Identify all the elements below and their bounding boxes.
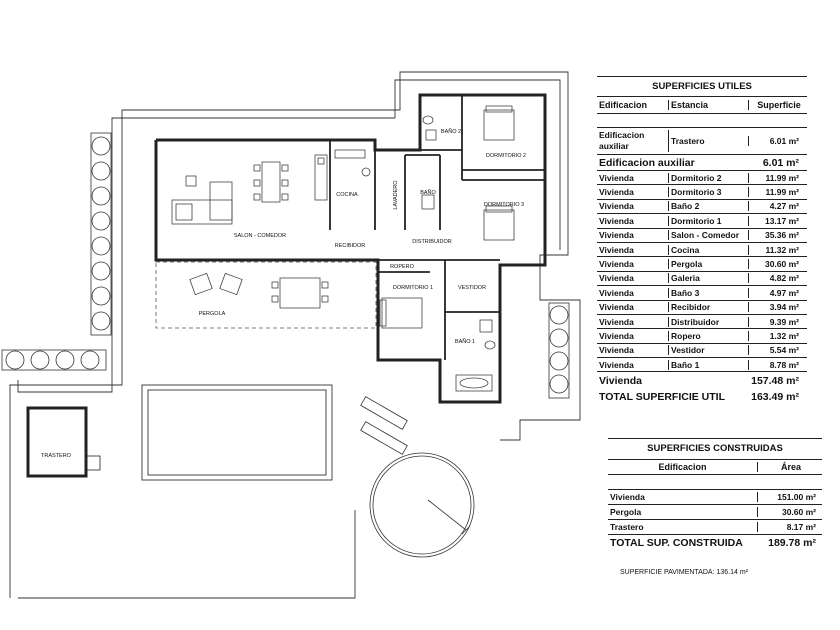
table-row (597, 200, 807, 214)
utiles-title: SUPERFICIES UTILES (597, 76, 807, 97)
cell-estancia: Dormitorio 2 (669, 173, 749, 183)
vivienda-total-label: Vivienda (599, 374, 642, 387)
cell-superficie: 4.27 m² (769, 201, 799, 212)
table-row (597, 329, 807, 343)
vivienda-total-row (597, 372, 807, 389)
table-row (597, 301, 807, 315)
label-ropero: ROPERO (390, 264, 414, 270)
pool (142, 385, 332, 480)
pergola-outline (156, 262, 376, 328)
hedge-right (549, 303, 569, 398)
label-salon: SALON - COMEDOR (233, 233, 287, 239)
aux-edificacion: Edificacion auxiliar (597, 130, 669, 152)
label-recibidor: RECIBIDOR (334, 243, 366, 249)
table-row (608, 489, 822, 504)
utiles-header-row (597, 97, 807, 114)
construida-total-row (608, 535, 822, 551)
cell-estancia: Cocina (669, 245, 749, 255)
cell-edificacion: Vivienda (597, 345, 669, 355)
grand-total-value: 163.49 m² (751, 391, 799, 404)
construida-total-value: 189.78 m² (768, 537, 816, 549)
cell-edificacion: Vivienda (597, 273, 669, 283)
superficies-construidas-table (608, 438, 822, 551)
cell-superficie: 4.97 m² (769, 287, 799, 298)
cell-edificacion: Pergola (608, 507, 758, 517)
cell-edificacion: Vivienda (597, 201, 669, 211)
storage-shed (28, 408, 100, 476)
aux-row (597, 127, 807, 155)
label-bano: BAÑO (420, 190, 436, 196)
grand-total-row (597, 389, 807, 405)
cell-superficie: 11.99 m² (765, 187, 799, 198)
cell-estancia: Dormitorio 1 (669, 216, 749, 226)
cell-edificacion: Vivienda (597, 360, 669, 370)
loungers (361, 397, 408, 455)
cell-edificacion: Vivienda (608, 492, 758, 502)
cell-superficie: 35.36 m² (764, 230, 799, 241)
aux-total-row (597, 155, 807, 171)
cell-estancia: Baño 2 (669, 201, 749, 211)
cell-edificacion: Vivienda (597, 259, 669, 269)
header-estancia: Estancia (669, 100, 749, 110)
cell-estancia: Salon - Comedor (669, 230, 749, 240)
cell-estancia: Baño 3 (669, 288, 749, 298)
label-vestidor: VESTIDOR (457, 285, 487, 291)
grand-total-label: TOTAL SUPERFICIE UTIL (599, 391, 726, 404)
table-row (597, 243, 807, 257)
aux-superficie: 6.01 m² (769, 136, 799, 146)
header-edificacion: Edificacion (597, 100, 669, 110)
label-dormitorio3: DORMITORIO 3 (483, 202, 525, 208)
cell-area: 151.00 m² (777, 492, 816, 502)
cell-estancia: Vestidor (669, 345, 749, 355)
cell-superficie: 11.32 m² (765, 244, 799, 255)
cell-superficie: 5.54 m² (769, 345, 799, 356)
cell-estancia: Ropero (669, 331, 749, 341)
cell-edificacion: Vivienda (597, 173, 669, 183)
cell-estancia: Dormitorio 3 (669, 187, 749, 197)
cell-edificacion: Vivienda (597, 331, 669, 341)
table-row (608, 504, 822, 519)
cell-edificacion: Vivienda (597, 317, 669, 327)
table-row (597, 171, 807, 185)
table-row (597, 185, 807, 199)
cell-estancia: Baño 1 (669, 360, 749, 370)
cell-edificacion: Trastero (608, 522, 758, 532)
superficie-pavimentada: SUPERFICIE PAVIMENTADA: 136.14 m² (620, 569, 748, 576)
label-cocina: COCINA (336, 192, 358, 198)
hedge-bottom (2, 350, 106, 370)
header-superficie: Superficie (757, 100, 801, 110)
cell-area: 30.60 m² (781, 507, 816, 517)
cell-superficie: 1.32 m² (769, 330, 799, 341)
cell-edificacion: Vivienda (597, 187, 669, 197)
aux-total-value: 6.01 m² (762, 156, 799, 169)
cell-edificacion: Vivienda (597, 216, 669, 226)
cell-edificacion: Vivienda (597, 302, 669, 312)
superficies-utiles-table (597, 76, 807, 405)
table-row (597, 214, 807, 228)
table-row (597, 286, 807, 300)
cell-estancia: Pergola (669, 259, 749, 269)
cell-area: 8.17 m² (786, 522, 816, 532)
cell-edificacion: Vivienda (597, 230, 669, 240)
label-trastero: TRASTERO (41, 453, 71, 459)
table-row (597, 257, 807, 271)
construidas-title: SUPERFICIES CONSTRUIDAS (608, 438, 822, 460)
cell-superficie: 11.99 m² (765, 172, 799, 183)
construidas-rows (608, 489, 822, 535)
aux-total-label: Edificacion auxiliar (599, 156, 695, 169)
cell-estancia: Galeria (669, 273, 749, 283)
trampoline (370, 453, 474, 557)
cell-estancia: Distribuidor (669, 317, 749, 327)
label-dormitorio1: DORMITORIO 1 (392, 285, 434, 291)
header-edificacion-2: Edificacion (608, 462, 758, 472)
construida-total-label: TOTAL SUP. CONSTRUIDA (610, 537, 743, 549)
cell-edificacion: Vivienda (597, 245, 669, 255)
table-row (608, 519, 822, 535)
cell-superficie: 8.78 m² (769, 359, 799, 370)
table-row (597, 272, 807, 286)
table-row (597, 358, 807, 372)
label-bano1: BAÑO 1 (454, 339, 476, 345)
hedge-left (91, 133, 111, 335)
label-lavadero: LAVADERO (393, 180, 399, 210)
cell-superficie: 13.17 m² (764, 215, 799, 226)
utiles-rows (597, 171, 807, 372)
cell-edificacion: Vivienda (597, 288, 669, 298)
table-row (597, 315, 807, 329)
aux-estancia: Trastero (669, 136, 749, 146)
cell-superficie: 30.60 m² (764, 259, 799, 270)
table-row (597, 344, 807, 358)
label-bano2: BAÑO 2 (440, 129, 462, 135)
interior-walls (330, 95, 545, 360)
construidas-header-row (608, 460, 822, 475)
label-dormitorio2: DORMITORIO 2 (485, 153, 527, 159)
cell-estancia: Recibidor (669, 302, 749, 312)
vivienda-total-value: 157.48 m² (751, 374, 799, 387)
label-pergola: PERGOLA (198, 311, 226, 317)
header-area: Área (780, 462, 801, 472)
label-distribuidor: DISTRIBUIDOR (412, 239, 452, 245)
cell-superficie: 9.39 m² (769, 316, 799, 327)
cell-superficie: 4.82 m² (769, 273, 799, 284)
table-row (597, 229, 807, 243)
cell-superficie: 3.94 m² (769, 302, 799, 313)
